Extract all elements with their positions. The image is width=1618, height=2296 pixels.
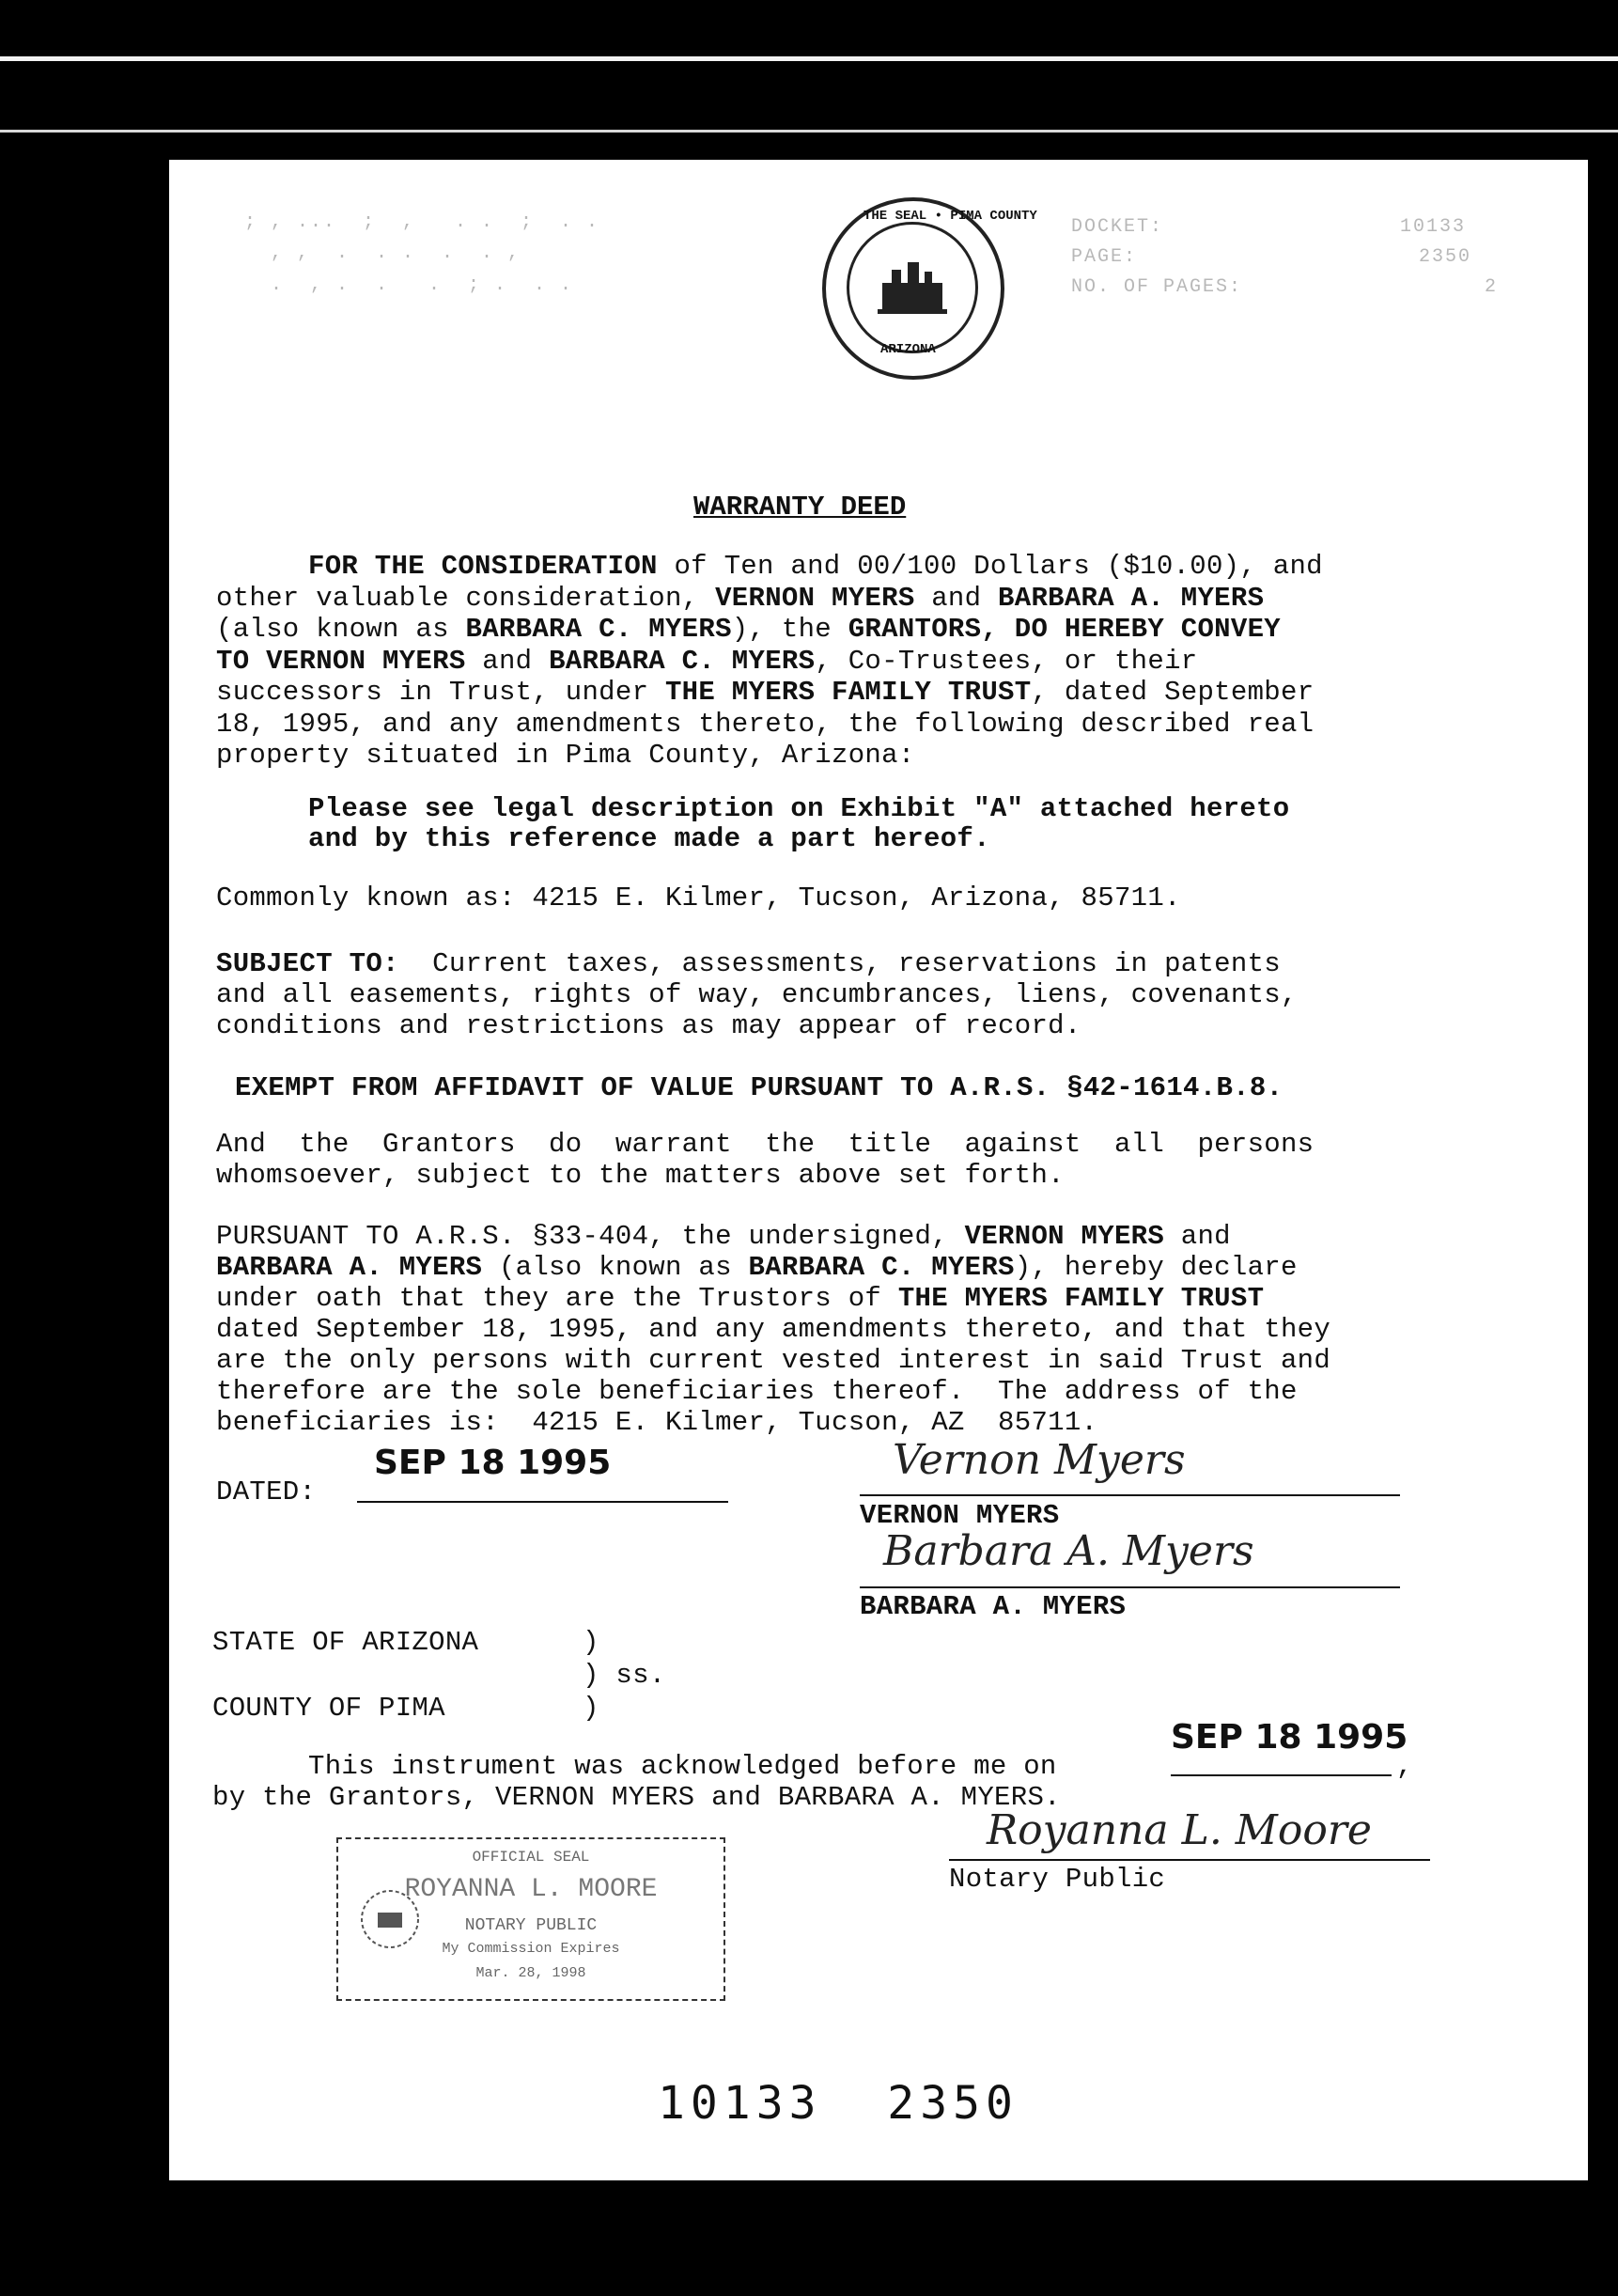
county-building-icon (849, 225, 975, 351)
seal-top-text: THE SEAL • PIMA COUNTY (863, 209, 1037, 224)
text-run: and all easements, rights of way, encumbrances, liens, covenants, (216, 979, 1298, 1010)
text-run: Current taxes, assessments, reservations in patents (398, 948, 1281, 979)
header-left-line: ; , ... ; , . . ; . . (244, 211, 600, 233)
text-run: SUBJECT TO: (216, 948, 399, 979)
document-page (169, 160, 1588, 2180)
header-right-value: 2 (1485, 276, 1499, 298)
consideration-line (216, 613, 1281, 646)
pursuant-line (216, 1344, 1330, 1377)
dated-label: DATED: (216, 1476, 317, 1507)
text-run: other valuable consideration, (216, 582, 716, 614)
pursuant-line (216, 1251, 1298, 1284)
warrant-line: whomsoever, subject to the matters above set forth. (216, 1160, 1065, 1191)
property-address: Commonly known as: 4215 E. Kilmer, Tucson, Arizona, 85711. (216, 882, 1181, 914)
text-run: BARBARA C. MYERS (465, 614, 732, 645)
stamp-line: My Commission Expires (442, 1941, 620, 1957)
text-run: property situated in Pima County, Arizona: (216, 740, 915, 771)
text-run: and (1164, 1221, 1231, 1252)
pursuant-line (216, 1313, 1330, 1346)
text-run: VERNON MYERS (715, 582, 915, 614)
venue-ss: ) ss. (583, 1660, 666, 1691)
text-run: BARBARA C. MYERS (549, 645, 816, 677)
recording-number: 10133 2350 (658, 2077, 1019, 2130)
pursuant-line (216, 1282, 1264, 1315)
notary-signature: Royanna L. Moore (987, 1806, 1372, 1854)
notary-signature-line (949, 1859, 1430, 1861)
subject-to-line (216, 978, 1298, 1011)
text-run: , dated September (1031, 677, 1315, 708)
text-run: ), hereby declare (1014, 1252, 1298, 1283)
exhibit-note-line: Please see legal description on Exhibit "A" attached hereto (308, 793, 1290, 824)
text-run: TO (216, 645, 267, 677)
text-run: therefore are the sole beneficiaries thereof. The address of the (216, 1376, 1298, 1407)
text-run: VERNON MYERS (266, 645, 466, 677)
pursuant-line (216, 1406, 1097, 1439)
signature-line (860, 1586, 1400, 1588)
text-run: FOR THE CONSIDERATION (308, 551, 658, 582)
notary-seal-stamp (336, 1837, 725, 2001)
consideration-line (216, 708, 1314, 741)
ack-comma: , (1396, 1751, 1413, 1782)
venue-paren: ) (583, 1693, 599, 1724)
text-run: ), the (731, 614, 848, 645)
ack-date-stamp: SEP 18 1995 (1171, 1718, 1408, 1757)
ack-date-underline (1171, 1774, 1392, 1776)
seal-inner-ring (847, 222, 978, 353)
document-title: WARRANTY DEED (693, 492, 907, 523)
text-run: dated September 18, 1995, and any amendments thereto, and that they (216, 1314, 1331, 1345)
dated-underline (357, 1501, 728, 1503)
consideration-line (216, 645, 1197, 678)
text-run: and (465, 645, 550, 677)
consideration-line (308, 550, 1323, 583)
barbara-signature: Barbara A. Myers (883, 1527, 1254, 1575)
signer-name: VERNON MYERS (860, 1500, 1060, 1531)
stamp-line: ROYANNA L. MOORE (404, 1875, 658, 1904)
signature-line (860, 1494, 1400, 1496)
acknowledgment-line: by the Grantors, VERNON MYERS and BARBARA A. MYERS. (212, 1782, 1061, 1813)
header-left-line: , , . . . . . , (244, 242, 521, 264)
venue-paren: ) (583, 1627, 599, 1658)
text-run: BARBARA A. MYERS (216, 1252, 483, 1283)
text-run: BARBARA A. MYERS (998, 582, 1265, 614)
text-run: under oath that they are the Trustors of (216, 1283, 898, 1314)
text-run: GRANTORS, DO HEREBY CONVEY (848, 614, 1281, 645)
scan-edge-line (0, 56, 1618, 61)
text-run: and (914, 582, 999, 614)
stamp-line: OFFICIAL SEAL (472, 1849, 590, 1866)
consideration-line (216, 676, 1314, 709)
header-right-label: NO. OF PAGES: (1071, 276, 1243, 298)
pursuant-line (216, 1220, 1231, 1253)
text-run: are the only persons with current vested interest in said Trust and (216, 1345, 1331, 1376)
text-run: (also known as (482, 1252, 749, 1283)
exempt-statement: EXEMPT FROM AFFIDAVIT OF VALUE PURSUANT TO A.R.S. §42-1614.B.8. (235, 1072, 1284, 1103)
exhibit-note-line: and by this reference made a part hereof. (308, 823, 990, 854)
subject-to-line (216, 947, 1281, 980)
text-run: (also known as (216, 614, 466, 645)
text-run: THE MYERS FAMILY TRUST (664, 677, 1032, 708)
venue-county: COUNTY OF PIMA (212, 1693, 445, 1724)
notary-label: Notary Public (949, 1864, 1166, 1895)
pursuant-line (216, 1375, 1298, 1408)
acknowledgment-line: This instrument was acknowledged before me on (308, 1751, 1057, 1782)
text-run: BARBARA C. MYERS (748, 1252, 1015, 1283)
vernon-signature: Vernon Myers (893, 1436, 1186, 1484)
stamp-line: Mar. 28, 1998 (475, 1965, 586, 1981)
text-run: PURSUANT TO A.R.S. §33-404, the undersigned, (216, 1221, 965, 1252)
text-run: beneficiaries is: 4215 E. Kilmer, Tucson, AZ 85711. (216, 1407, 1098, 1438)
text-run: , Co-Trustees, or their (815, 645, 1198, 677)
text-run: conditions and restrictions as may appear of record. (216, 1010, 1081, 1041)
subject-to-line (216, 1009, 1081, 1042)
text-run: successors in Trust, under (216, 677, 665, 708)
dated-stamp: SEP 18 1995 (374, 1444, 612, 1482)
text-run: VERNON MYERS (964, 1221, 1165, 1252)
header-right-value: 2350 (1419, 246, 1472, 268)
scan-edge-line (0, 130, 1618, 133)
warrant-line: And the Grantors do warrant the title against all persons (216, 1129, 1315, 1160)
header-right-label: PAGE: (1071, 246, 1138, 268)
text-run: of Ten and 00/100 Dollars ($10.00), and (657, 551, 1323, 582)
header-left-line: . , . . . ; . . . (244, 274, 574, 296)
venue-state: STATE OF ARIZONA (212, 1627, 479, 1658)
seal-bottom-text: ARIZONA (880, 342, 936, 357)
stamp-line: NOTARY PUBLIC (464, 1916, 598, 1935)
consideration-line (216, 582, 1264, 615)
consideration-line (216, 739, 915, 772)
signer-name: BARBARA A. MYERS (860, 1591, 1127, 1622)
header-right-value: 10133 (1400, 216, 1467, 238)
pima-county-seal (822, 197, 1037, 380)
header-right-label: DOCKET: (1071, 216, 1164, 238)
text-run: 18, 1995, and any amendments thereto, the following described real (216, 708, 1315, 740)
text-run: THE MYERS FAMILY TRUST (897, 1283, 1265, 1314)
